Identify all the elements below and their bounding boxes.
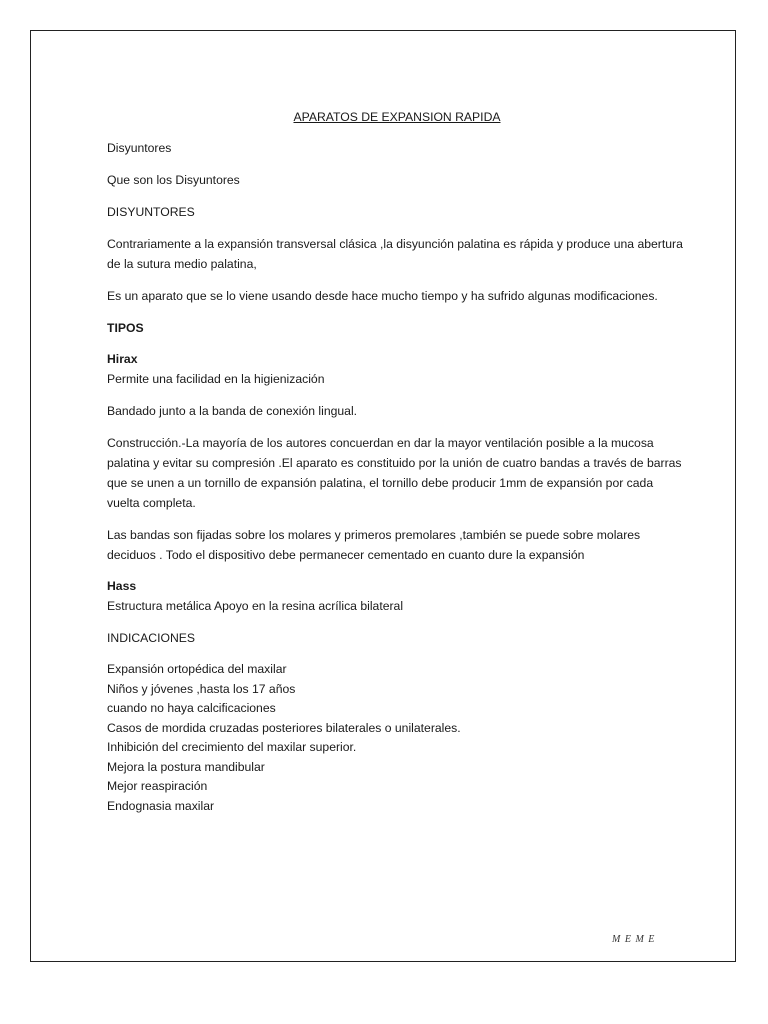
indicacion-item: Mejor reaspiración — [107, 779, 208, 793]
indicacion-item: Casos de mordida cruzadas posteriores bilaterales o unilaterales. — [107, 720, 461, 735]
heading-tipos: TIPOS — [107, 321, 144, 335]
indicacion-item: Endognasia maxilar — [107, 798, 215, 813]
hirax-banding: Bandado junto a la banda de conexión lingual. — [107, 404, 358, 418]
hirax-bands: Las bandas son fijadas sobre los molares y primeros premolares ,también se puede sobre molares deciduos . Todo el dispositivo debe permanecer cementado en cuanto dure la expansión — [107, 528, 641, 562]
heading-disyuntores-caps: DISYUNTORES — [107, 205, 195, 219]
heading-indicaciones: INDICACIONES — [107, 631, 196, 645]
hass-description: Estructura metálica Apoyo en la resina acrílica bilateral — [107, 598, 404, 613]
section-hass — [107, 577, 687, 616]
indicacion-item: cuando no haya calcificaciones — [107, 701, 276, 715]
heading-disyuntores: Disyuntores — [107, 141, 172, 155]
heading-que-son: Que son los Disyuntores — [107, 173, 240, 187]
document-title: APARATOS DE EXPANSION RAPIDA — [293, 110, 501, 124]
hirax-description: Permite una facilidad en la higienización — [107, 371, 325, 386]
indicacion-item: Expansión ortopédica del maxilar — [107, 662, 287, 676]
paragraph-definition: Contrariamente a la expansión transversal clásica ,la disyunción palatina es rápida y produce una abertura de la sutura medio palatina, — [107, 237, 683, 271]
hirax-construction: Construcción.-La mayoría de los autores concuerdan en dar la mayor ventilación posible a la mucosa palatina y evitar su compresión .El aparato es constituido por la unión de cuatro bandas a través de barras que se unen a un tornillo de expansión palatina, el tornillo debe producir 1mm de expansión por cada vuelta completa. — [107, 436, 682, 510]
paragraph-history: Es un aparato que se lo viene usando desde hace mucho tiempo y ha sufrido algunas modificaciones. — [107, 289, 658, 303]
hass-name: Hass — [107, 579, 137, 593]
hirax-name: Hirax — [107, 352, 138, 366]
section-hirax — [107, 350, 687, 389]
footer-signature: M E M E — [612, 934, 656, 945]
indicacion-item: Inhibición del crecimiento del maxilar superior. — [107, 740, 357, 754]
indicaciones-list — [107, 660, 687, 816]
indicacion-item: Niños y jóvenes ,hasta los 17 años — [107, 681, 296, 696]
document-content — [107, 108, 687, 828]
indicacion-item: Mejora la postura mandibular — [107, 759, 265, 774]
